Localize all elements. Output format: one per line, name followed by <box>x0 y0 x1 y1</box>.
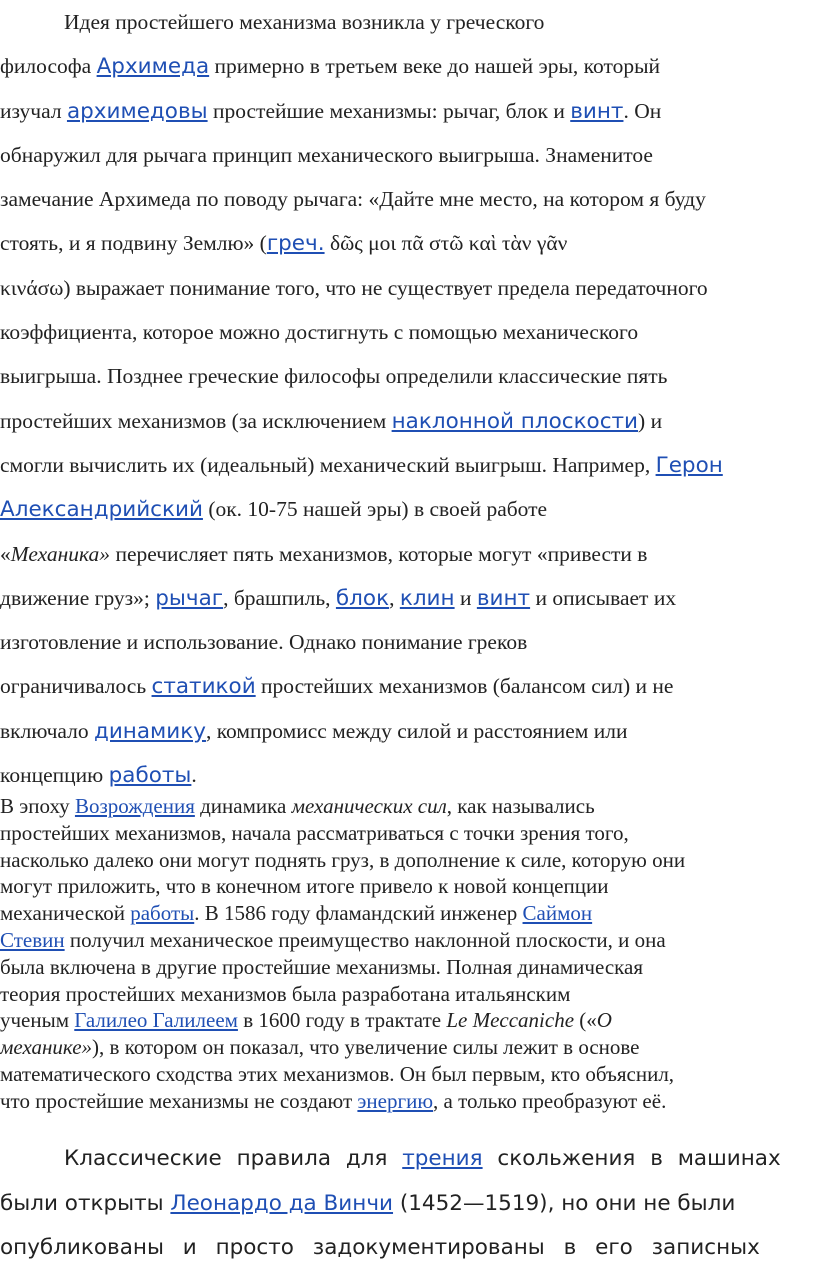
text: динамика <box>194 794 292 818</box>
text-line <box>0 927 816 954</box>
text-line <box>0 576 816 620</box>
text-line <box>0 1226 816 1271</box>
link-inclined-plane[interactable]: наклонной плоскости <box>391 408 639 434</box>
link-energy[interactable]: энергию <box>357 1088 434 1113</box>
text: простейшие механизмы: рычаг, блок и <box>207 98 571 123</box>
text: и <box>454 585 477 610</box>
link-screw-2[interactable]: винт <box>476 585 531 611</box>
text-line <box>0 177 816 221</box>
link-renaissance[interactable]: Возрождения <box>74 794 195 818</box>
link-friction[interactable]: трения <box>402 1146 483 1171</box>
text-line <box>0 354 816 398</box>
paragraph-friction <box>0 1137 816 1271</box>
text: простейших механизмов, начала рассматриваться с точки зрения того, <box>0 820 629 845</box>
italic-text: механических сил <box>291 794 447 818</box>
text-line <box>0 310 816 354</box>
text: получил механическое преимущество наклонной плоскости, и она <box>64 927 666 952</box>
text-line <box>0 1061 816 1088</box>
text: ), в котором он показал, что увеличение силы лежит в основе <box>92 1035 640 1060</box>
link-statics[interactable]: статикой <box>151 674 256 700</box>
link-lever[interactable]: рычаг <box>155 585 224 611</box>
text-line <box>0 954 816 981</box>
text-line <box>0 820 816 847</box>
text-line <box>0 664 816 708</box>
text-line <box>0 709 816 753</box>
link-alexandrian[interactable]: Александрийский <box>0 497 203 523</box>
italic-title: Механика» <box>10 541 111 566</box>
text-line <box>0 487 816 531</box>
text: (1452—1519), но они не были <box>393 1190 736 1216</box>
text: включало <box>0 718 94 743</box>
text-line <box>0 620 816 664</box>
link-leonardo[interactable]: Леонардо да Винчи <box>170 1190 394 1216</box>
link-galileo[interactable]: Галилео Галилеем <box>74 1008 238 1033</box>
text: δῶς μοι πᾶ στῶ καὶ τὰν γᾶν <box>324 231 568 256</box>
text-line <box>0 900 816 927</box>
link-wedge[interactable]: клин <box>399 585 455 611</box>
text: . Он <box>623 98 662 123</box>
link-stevin[interactable]: Стевин <box>0 927 65 952</box>
text: В эпоху <box>0 794 75 818</box>
paragraph-renaissance <box>0 793 816 1115</box>
text: смогли вычислить их (идеальный) механический выигрыш. Например, <box>0 452 656 477</box>
text: насколько далеко они могут поднять груз, в дополнение к силе, которую они <box>0 847 686 872</box>
text-line <box>0 847 816 874</box>
text-line <box>0 981 816 1008</box>
text-line <box>0 753 816 797</box>
text-line <box>0 1007 816 1034</box>
text: ограничивалось <box>0 674 152 699</box>
text: , <box>389 585 400 610</box>
text: что простейшие механизмы не создают <box>0 1088 358 1113</box>
text: , компромисс между силой и расстоянием или <box>205 718 628 743</box>
text-line <box>0 1137 816 1182</box>
text: выигрыша. Позднее греческие философы определили классические пять <box>0 364 668 389</box>
text-line <box>0 1182 816 1227</box>
link-dynamics[interactable]: динамику <box>93 718 206 744</box>
text-line <box>0 266 816 310</box>
italic-text: О <box>596 1008 612 1033</box>
text: замечание Архимеда по поводу рычага: «Дайте мне место, на котором я буду <box>0 187 706 212</box>
link-work[interactable]: работы <box>108 763 192 789</box>
text: . В 1586 году фламандский инженер <box>194 901 523 926</box>
link-archimedean[interactable]: архимедовы <box>66 98 208 124</box>
text: Классические правила для <box>64 1146 403 1171</box>
text-line <box>0 399 816 443</box>
italic-title: Le Meccaniche <box>446 1008 575 1033</box>
text-line <box>0 0 816 44</box>
link-pulley[interactable]: блок <box>335 585 390 611</box>
text: простейших механизмов (за исключением <box>0 408 392 433</box>
text: , а только преобразуют её. <box>433 1088 667 1113</box>
text: ) и <box>638 408 663 433</box>
link-greek[interactable]: греч. <box>266 231 325 257</box>
text: концепцию <box>0 763 109 788</box>
text-line <box>0 44 816 88</box>
link-simon[interactable]: Саймон <box>522 901 593 926</box>
text: Идея простейшего механизма возникла у греческого <box>64 10 545 34</box>
text: изготовление и использование. Однако понимание греков <box>0 630 528 655</box>
text: движение груз»; <box>0 585 156 610</box>
text-line <box>0 873 816 900</box>
text: примерно в третьем веке до нашей эры, который <box>209 54 661 79</box>
text-line <box>0 443 816 487</box>
link-heron[interactable]: Герон <box>655 452 723 478</box>
text: математического сходства этих механизмов. Он был первым, кто объяснил, <box>0 1061 675 1086</box>
text: κινάσω) выражает понимание того, что не существует предела передаточного <box>0 275 708 300</box>
text-line <box>0 221 816 265</box>
text: была включена в другие простейшие механизмы. Полная динамическая <box>0 954 644 979</box>
link-work-2[interactable]: работы <box>130 901 195 926</box>
link-screw[interactable]: винт <box>570 98 624 124</box>
text: стоять, и я подвину Землю» ( <box>0 231 267 256</box>
text: ученым <box>0 1008 75 1033</box>
text: теория простейших механизмов была разработана итальянским <box>0 981 571 1006</box>
text-line <box>0 133 816 177</box>
text: философа <box>0 54 97 79</box>
text: простейших механизмов (балансом сил) и не <box>255 674 674 699</box>
text: опубликованы и просто задокументированы в его записных <box>0 1235 760 1260</box>
text-line <box>0 532 816 576</box>
text: обнаружил для рычага принцип механического выигрыша. Знаменитое <box>0 142 653 167</box>
text: « <box>0 541 11 566</box>
text: скольжения в машинах <box>482 1146 781 1171</box>
text: , как назывались <box>446 794 595 818</box>
text: изучал <box>0 98 67 123</box>
text: (ок. 10-75 нашей эры) в своей работе <box>202 497 548 522</box>
text: механической <box>0 901 131 926</box>
text-line <box>0 793 816 820</box>
text-line <box>0 1088 816 1115</box>
italic-text: механике» <box>0 1035 93 1060</box>
text: коэффициента, которое можно достигнуть с помощью механического <box>0 320 639 345</box>
text-line <box>0 89 816 133</box>
text: и описывает их <box>530 585 677 610</box>
text: могут приложить, что в конечном итоге привело к новой концепции <box>0 874 609 899</box>
text: перечисляет пять механизмов, которые могут «привести в <box>110 541 648 566</box>
link-archimedes[interactable]: Архимеда <box>96 54 210 80</box>
text: , брашпиль, <box>223 585 336 610</box>
text: . <box>191 763 197 788</box>
text: были открыты <box>0 1190 171 1216</box>
text-line <box>0 1034 816 1061</box>
text: в 1600 году в трактате <box>237 1008 447 1033</box>
text: (« <box>574 1008 597 1033</box>
